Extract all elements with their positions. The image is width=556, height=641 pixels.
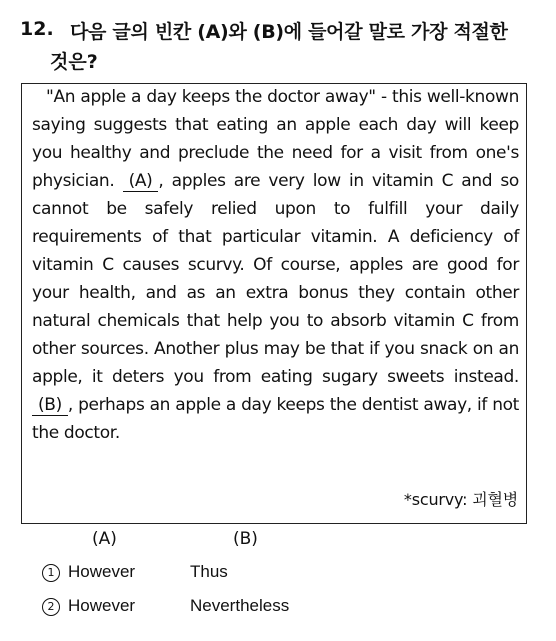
option-a-value: However bbox=[68, 596, 136, 615]
passage-text-1: "An apple a day keeps the doctor away" - this well-known saying suggests that eating an apple each day will keep you healthy and preclude the need for a visit from one's physician. bbox=[32, 87, 519, 191]
column-header-a: (A) bbox=[92, 529, 117, 549]
answer-option-2[interactable] bbox=[42, 596, 289, 616]
answer-option-1[interactable] bbox=[42, 562, 228, 582]
passage-paragraph bbox=[32, 83, 519, 447]
passage-text-3: , perhaps an apple a day keeps the dentist away, if not the doctor. bbox=[32, 395, 519, 443]
column-header-b: (B) bbox=[233, 529, 258, 549]
footnote: *scurvy: 괴혈병 bbox=[403, 490, 518, 509]
question-prompt-line2: 것은? bbox=[50, 51, 98, 73]
passage-text-2: , apples are very low in vitamin C and so cannot be safely relied upon to fulfill your daily requirements of that particular vitamin. A deficiency of vitamin C causes scurvy. Of course, apples are good for your health, and as an extra bonus they contain other natural chemicals that help you to absorb vitamin C from other sources. Another plus may be that if you snack on an apple, it deters you from eating sugary sweets instead. bbox=[32, 171, 519, 387]
option-a-value: However bbox=[68, 562, 136, 581]
question-prompt-line1: 다음 글의 빈칸 (A)와 (B)에 들어갈 말로 가장 적절한 bbox=[70, 21, 508, 43]
passage bbox=[32, 83, 519, 447]
option-number-icon: 2 bbox=[42, 598, 60, 616]
blank-a: (A) bbox=[123, 171, 159, 192]
blank-b: (B) bbox=[32, 395, 68, 416]
question-number: 12. bbox=[20, 18, 54, 40]
option-b-value: Nevertheless bbox=[190, 596, 290, 615]
option-number-icon: 1 bbox=[42, 564, 60, 582]
option-b-value: Thus bbox=[190, 562, 228, 581]
